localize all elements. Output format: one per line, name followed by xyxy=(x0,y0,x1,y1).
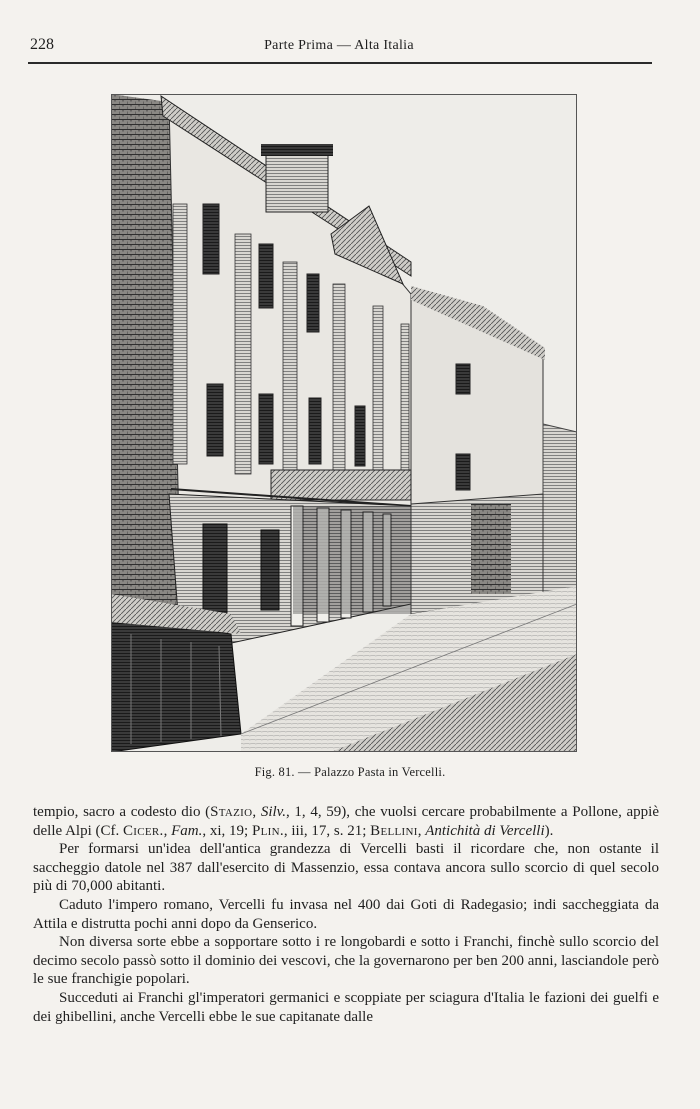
paragraph-4: Non diversa sorte ebbe a sopportare sotto i re longobardi e sotto i Franchi, finchè sullo scorcio del decimo secolo passò sotto il dominio dei vescovi, che la governarono per ben 200 anni, lasciandole però le sue franchigie popolari. xyxy=(33,934,659,988)
p1-author-cicer: Cicer. xyxy=(123,822,164,839)
p1-work-fam: Fam. xyxy=(171,822,203,839)
p1-text-i: , xi, 19; xyxy=(202,822,252,839)
p1-author-bellini: Bellini xyxy=(370,822,418,839)
p1-text-c: , xyxy=(252,804,261,820)
p1-text-k: , iii, 17, s. 21; xyxy=(283,822,371,839)
p1-text-e: , 1, 4, 59), che vuolsi cercare probabilmente a Pollone, appiè delle Alpi (Cf. xyxy=(33,804,659,839)
page-number: 228 xyxy=(30,36,54,53)
p1-text-m: , xyxy=(417,822,426,839)
header-rule xyxy=(28,62,652,64)
paragraph-1 xyxy=(33,803,659,840)
paragraph-2: Per formarsi un'idea dell'antica grandezza di Vercelli basti il ricordare che, non ostante il saccheggio datole nel 387 dall'esercito di Massenzio, essa contava ancora sullo scorcio di quel secolo più di 70,000 abitanti. xyxy=(33,841,659,895)
figure-engraving xyxy=(111,94,577,752)
palazzo-illustration xyxy=(111,94,577,752)
body-text xyxy=(33,803,659,1026)
page-header xyxy=(28,36,650,58)
p1-work-antichita: Antichità di Vercelli xyxy=(425,822,545,839)
p1-text-a: tempio, sacro a codesto dio ( xyxy=(33,804,211,820)
paragraph-5: Succeduti ai Franchi gl'imperatori germanici e scoppiate per sciagura d'Italia le fazioni dei guelfi e dei ghibellini, anche Vercelli ebbe le sue capitanate dalle xyxy=(33,989,659,1025)
running-title: Parte Prima — Alta Italia xyxy=(264,38,414,53)
p1-work-silv: Silv. xyxy=(260,804,286,820)
figure-caption: Fig. 81. — Palazzo Pasta in Vercelli. xyxy=(254,765,446,779)
p1-author-plin: Plin. xyxy=(251,822,284,839)
p1-author-stazio: Stazio xyxy=(210,804,253,820)
p1-text-g: , xyxy=(163,822,172,839)
paragraph-3: Caduto l'impero romano, Vercelli fu invasa nel 400 dai Goti di Radegasio; indi saccheggiata da Attila e distrutta pochi anni dopo da Genserico. xyxy=(33,896,659,932)
p1-text-o: ). xyxy=(544,822,554,839)
